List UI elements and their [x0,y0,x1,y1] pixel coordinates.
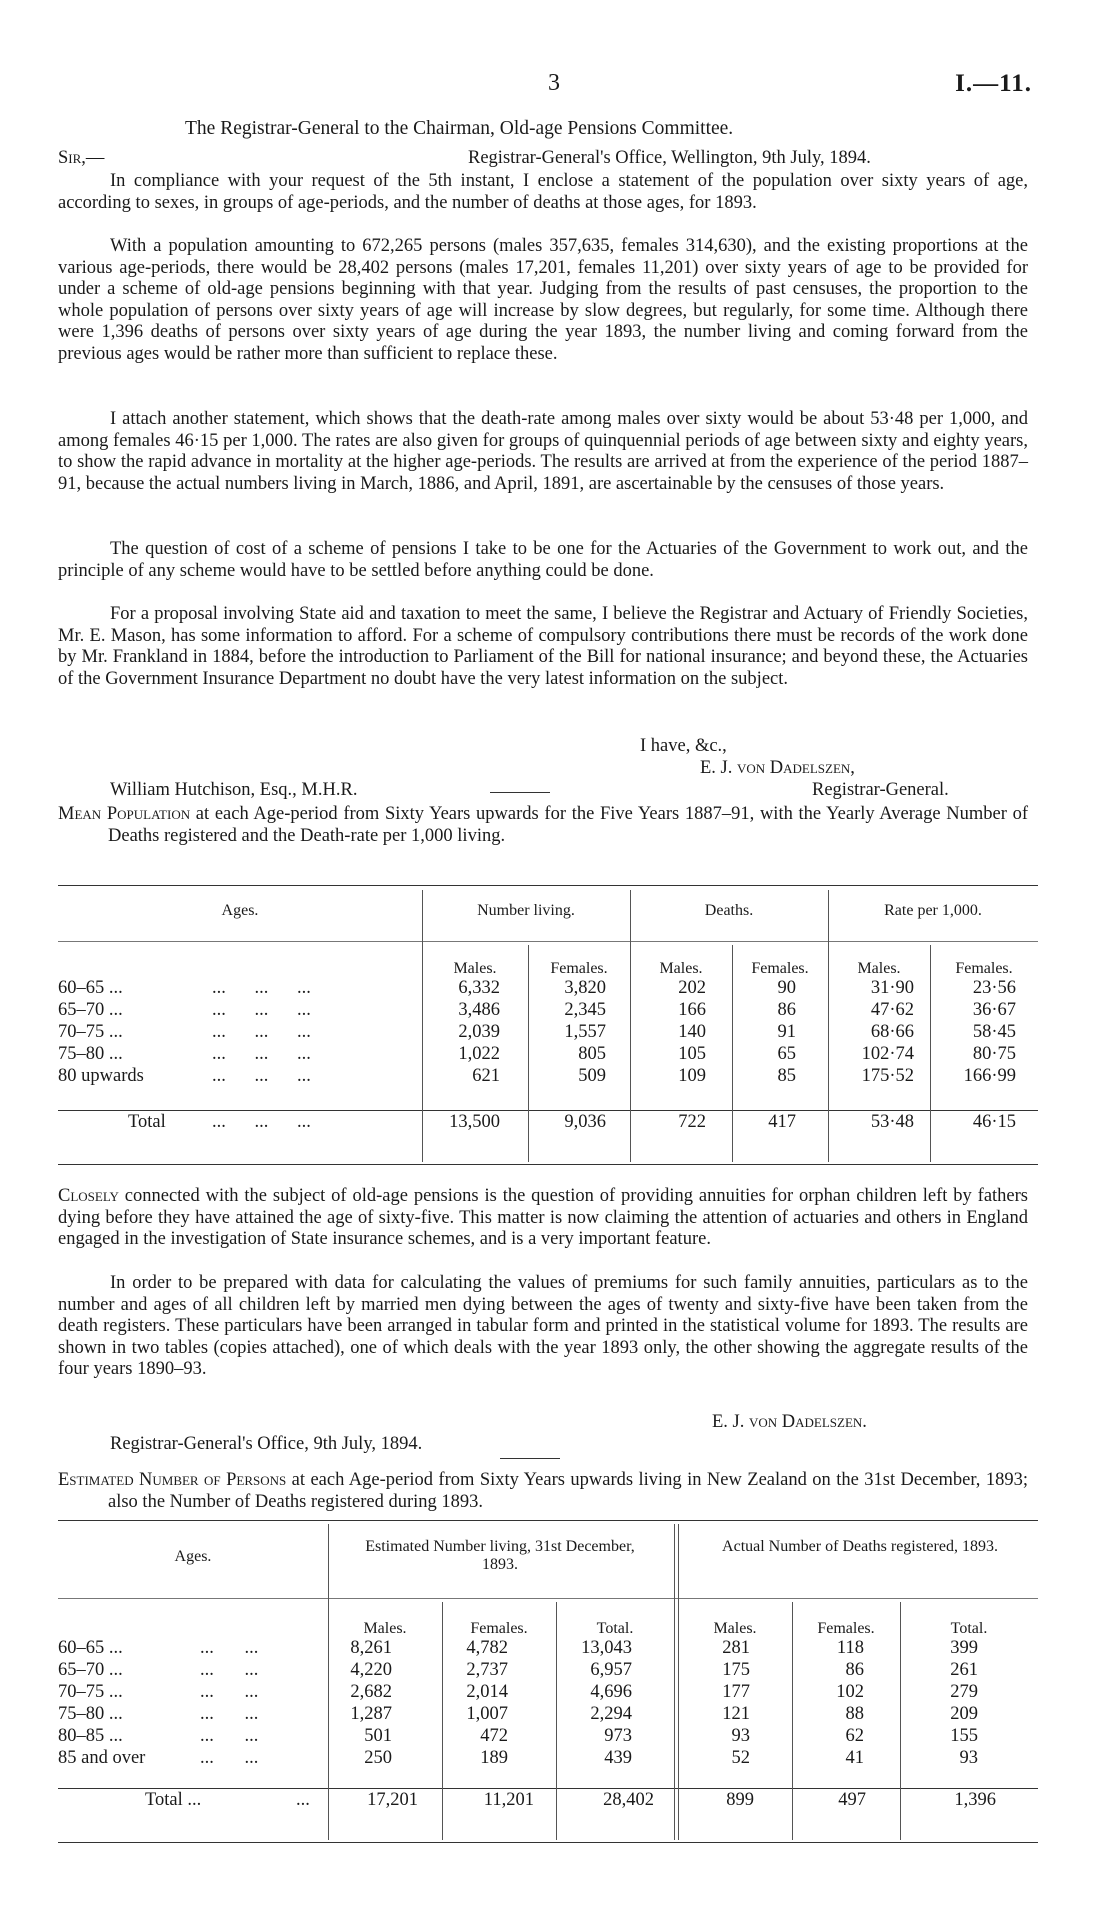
table1-total-cell: 13,500 [449,1112,500,1132]
note-signature: E. J. von Dadelszen. [712,1412,867,1432]
table1-cell: 3,486 [458,1000,500,1020]
table1-cell: 68·66 [870,1022,914,1042]
table2-dots: ... ... [200,1726,259,1746]
letter-address: Registrar-General's Office, Wellington, 9th July, 1894. [468,148,871,168]
table1-cell: 166·99 [963,1066,1016,1086]
table2-col-rule [674,1524,675,1840]
divider [500,1458,560,1459]
table2-cell: 4,220 [350,1660,392,1680]
letter-closing: I have, &c., [640,736,727,756]
table1-age: 75–80 ... [58,1044,123,1064]
letter-paragraph: With a population amounting to 672,265 persons (males 357,635, females 314,630), and the existing proportions at the various age-periods, there would be 28,402 persons (males 17,201, females 11,201) over sixty years of age to be provided for under a scheme of old-age pensions beginning with that year. Judging from the results of past censuses, the proportion to the whole population of persons over sixty years of age will increase by slow degrees, but regularly, for some time. Although there were 1,396 deaths of persons over sixty years of age during the year 1893, the number living and coming forward from the previous ages would be rather more than sufficient to replace these. [58,236,1028,364]
table2-total-cell: 1,396 [954,1790,996,1810]
table1-cell: 3,820 [564,978,606,998]
table1-cell: 105 [678,1044,706,1064]
table1-subheader: Females. [955,960,1013,977]
table2-subheader: Total. [596,1620,634,1637]
table2-cell: 6,957 [590,1660,632,1680]
table1-cell: 1,022 [458,1044,500,1064]
table2-cell: 472 [480,1726,508,1746]
page-number: 3 [548,70,560,96]
letter-body [58,171,1028,712]
table2-cell: 121 [722,1704,750,1724]
table2-total-cell: 17,201 [367,1790,418,1810]
table1-cell: 166 [678,1000,706,1020]
table2-age: 65–70 ... [58,1660,123,1680]
table2-top-rule [58,1520,1038,1521]
table1-bottom-rule [58,1164,1038,1165]
table2-cell: 102 [836,1682,864,1702]
table2-cell: 175 [722,1660,750,1680]
table1-cell: 85 [777,1066,796,1086]
table1-dots: ... ... ... [212,1000,311,1020]
table1-subheader: Males. [659,960,703,977]
table2-age: 85 and over [58,1748,146,1768]
letter-paragraph: For a proposal involving State aid and taxation to meet the same, I believe the Registrar and Actuary of Friendly Societies, Mr. E. Mason, has some information to afford. For a scheme of compulsory contributions there must be records of the work done by Mr. Frankland in 1884, before the introduction to Parliament of the Bill for national insurance; and beyond these, the Actuaries of the Government Insurance Department no doubt have the very latest information on the subject. [58,604,1028,689]
table2-dots: ... ... [200,1660,259,1680]
table1-cell: 6,332 [458,978,500,998]
table1-caption-lead: Mean Population [58,804,191,824]
table2-dots: ... ... [200,1638,259,1658]
table2-total-cell: 899 [726,1790,754,1810]
table2-total-cell: 11,201 [483,1790,534,1810]
note-body [58,1186,1028,1403]
table2-cell: 2,294 [590,1704,632,1724]
letter-signature: E. J. von Dadelszen, [700,758,855,778]
table2-cell: 118 [836,1638,864,1658]
table2-total-label: Total ... [145,1790,202,1810]
table2-cell: 8,261 [350,1638,392,1658]
table2-cell: 41 [845,1748,864,1768]
table1-cell: 86 [777,1000,796,1020]
table1-cell: 202 [678,978,706,998]
table2-age: 60–65 ... [58,1638,123,1658]
table2-cell: 1,287 [350,1704,392,1724]
table1-cell: 621 [472,1066,500,1086]
note-office: Registrar-General's Office, 9th July, 1894. [110,1434,423,1454]
table2-cell: 155 [950,1726,978,1746]
table1-dots: ... ... ... [212,978,311,998]
table1-cell: 91 [777,1022,796,1042]
table1-total-label: Total [128,1112,166,1132]
table2-header-rule [58,1598,1038,1599]
table2-subheader: Females. [470,1620,528,1637]
table2-cell: 86 [845,1660,864,1680]
table2-caption [58,1470,1028,1513]
table1-caption-text: at each Age-period from Sixty Years upwards for the Five Years 1887–91, with the Yearly Average Number of Deaths registered and the Death-rate per 1,000 living. [108,804,1028,846]
table1-total-cell: 722 [678,1112,706,1132]
table1-top-rule [58,885,1038,886]
note-paragraph-text: connected with the subject of old-age pensions is the question of providing annuities for orphan children left by fathers dying before they have attained the age of sixty-five. This matter is now claiming the attention of actuaries and others in England engaged in the investigation of State insurance schemes, and is a very important feature. [58,1186,1029,1250]
divider [490,792,550,793]
table2-header-estimated: Estimated Number living, 31st December, 1893. [365,1538,635,1573]
table2-cell: 2,014 [466,1682,508,1702]
addressee: William Hutchison, Esq., M.H.R. [110,780,358,800]
letter-paragraph: In compliance with your request of the 5th instant, I enclose a statement of the population over sixty years of age, according to sexes, in groups of age-periods, and the number of deaths at those ages, for 1893. [58,171,1028,213]
table2-header-ages: Ages. [174,1548,212,1565]
table2-subheader: Females. [817,1620,875,1637]
table1-cell: 509 [578,1066,606,1086]
salutation: Sir,— [58,148,105,168]
table2-cell: 261 [950,1660,978,1680]
table1-total-cell: 417 [768,1112,796,1132]
table1-header-ages: Ages. [221,902,259,919]
table1-cell: 805 [578,1044,606,1064]
table2-cell: 399 [950,1638,978,1658]
table1-cell: 1,557 [564,1022,606,1042]
table2-total-rule [58,1788,1038,1789]
table1-header-rule [58,941,1038,942]
table2-subheader: Males. [713,1620,757,1637]
table1-age: 65–70 ... [58,1000,123,1020]
table1-header-rate: Rate per 1,000. [884,902,982,919]
table2-cell: 93 [731,1726,750,1746]
letter-title: The Registrar-General to the Chairman, Old-age Pensions Committee. [185,118,734,139]
letter-paragraph: I attach another statement, which shows that the death-rate among males over sixty would be about 53·48 per 1,000, and among females 46·15 per 1,000. The rates are also given for groups of quinquennial periods of age between sixty and eighty years, to show the rapid advance in mortality at the higher age-periods. The results are arrived at from the experience of the period 1887–91, because the actual numbers living in March, 1886, and April, 1891, are ascertainable by the censuses of those years. [58,409,1028,494]
table1-total-cell: 53·48 [870,1112,914,1132]
table2-total-cell: 28,402 [603,1790,654,1810]
table1-cell: 23·56 [972,978,1016,998]
table1-cell: 80·75 [972,1044,1016,1064]
table1-subheader: Females. [550,960,608,977]
table1-subheader: Males. [857,960,901,977]
table2-cell: 2,737 [466,1660,508,1680]
table2-cell: 62 [845,1726,864,1746]
table2-cell: 501 [364,1726,392,1746]
table1-total-rule [58,1110,1038,1111]
table2-header-deaths: Actual Number of Deaths registered, 1893. [722,1538,998,1555]
table2-subheader: Total. [950,1620,988,1637]
table2-cell: 439 [604,1748,632,1768]
table1-cell: 90 [777,978,796,998]
table2-subheader: Males. [363,1620,407,1637]
table1-header-deaths: Deaths. [704,902,754,919]
table2-dots: ... ... [200,1682,259,1702]
table1-subheader: Males. [453,960,497,977]
table1-cell: 2,039 [458,1022,500,1042]
table1-age: 60–65 ... [58,978,123,998]
table2-cell: 177 [722,1682,750,1702]
table1-cell: 175·52 [861,1066,914,1086]
note-paragraph [58,1186,1028,1273]
table2-dots: ... ... [200,1704,259,1724]
table1-cell: 140 [678,1022,706,1042]
table2-cell: 13,043 [581,1638,632,1658]
table2-cell: 209 [950,1704,978,1724]
table2-cell: 1,007 [466,1704,508,1724]
table2-caption-lead: Estimated Number of Persons [58,1470,287,1490]
table2-cell: 4,782 [466,1638,508,1658]
table2-cell: 4,696 [590,1682,632,1702]
table1-total-cell: 9,036 [564,1112,606,1132]
table1-age: 80 upwards [58,1066,144,1086]
table1-subheader: Females. [751,960,809,977]
table2-total-cell: 497 [838,1790,866,1810]
note-lead: Closely [58,1186,119,1206]
table1-cell: 102·74 [861,1044,914,1064]
table1-header-number-living: Number living. [477,902,575,919]
table1-dots: ... ... ... [212,1044,311,1064]
table2-cell: 281 [722,1638,750,1658]
table1-total-cell: 46·15 [972,1112,1016,1132]
table1-cell: 31·90 [870,978,914,998]
table2-age: 70–75 ... [58,1682,123,1702]
table1-cell: 2,345 [564,1000,606,1020]
table2-cell: 88 [845,1704,864,1724]
document-code: I.—11. [955,70,1032,97]
table1-cell: 47·62 [870,1000,914,1020]
table2-cell: 52 [731,1748,750,1768]
table2-caption-text: at each Age-period from Sixty Years upwards living in New Zealand on the 31st December, 1893; also the Number of Deaths registered during 1893. [108,1470,1028,1512]
table2-cell: 250 [364,1748,392,1768]
table1-cell: 58·45 [972,1022,1016,1042]
table1-dots: ... ... ... [212,1066,311,1086]
table2-dots: ... ... [200,1748,259,1768]
table1-cell: 36·67 [972,1000,1016,1020]
letter-paragraph: The question of cost of a scheme of pensions I take to be one for the Actuaries of the Government to work out, and the principle of any scheme would have to be settled before anything could be done. [58,539,1028,581]
table2-cell: 973 [604,1726,632,1746]
table2-cell: 93 [959,1748,978,1768]
table2-cell: 189 [480,1748,508,1768]
table1-age: 70–75 ... [58,1022,123,1042]
table2-age: 75–80 ... [58,1704,123,1724]
table2-bottom-rule [58,1842,1038,1843]
table2-cell: 2,682 [350,1682,392,1702]
table1-caption [58,804,1028,847]
table1-dots: ... ... ... [212,1112,311,1132]
table2-cell: 279 [950,1682,978,1702]
table2-age: 80–85 ... [58,1726,123,1746]
table1-cell: 65 [777,1044,796,1064]
table1-cell: 109 [678,1066,706,1086]
table1-dots: ... ... ... [212,1022,311,1042]
note-paragraph: In order to be prepared with data for calculating the values of premiums for such family annuities, particulars as to the number and ages of all children left by married men dying between the ages of twenty and sixty-five have been taken from the death registers. These particulars have been arranged in tabular form and printed in the statistical volume for 1893. The results are shown in two tables (copies attached), one of which deals with the year 1893 only, the other showing the aggregate results of the four years 1890–93. [58,1273,1028,1380]
table2-dots: ... [296,1790,310,1810]
signature-title: Registrar-General. [812,780,949,800]
